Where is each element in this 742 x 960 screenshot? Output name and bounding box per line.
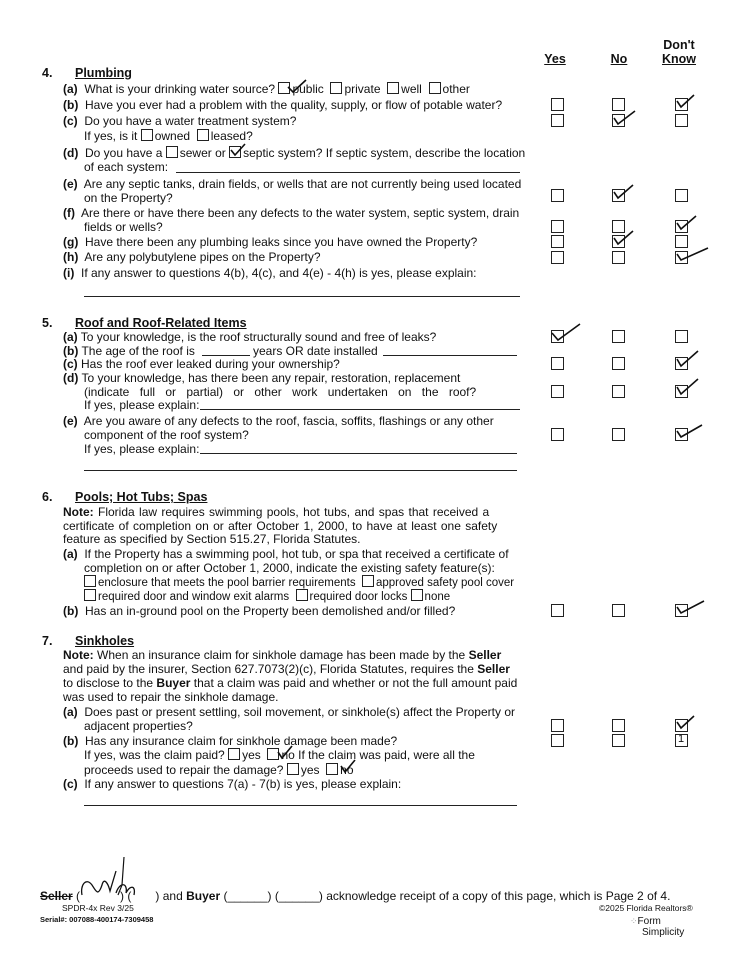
q4a: (a) What is your drinking water source? public private well other — [63, 82, 470, 96]
q5c: (c) Has the roof ever leaked during your ownership? — [63, 357, 340, 371]
q6a-options-row2: required door and window exit alarms required door locks none — [84, 589, 450, 604]
header-know: Know — [661, 52, 697, 66]
q5b-date-line[interactable] — [383, 355, 517, 356]
q6a: (a) If the Property has a swimming pool, hot tub, or spa that received a certificate of — [63, 547, 509, 561]
q6a-enclosure-box[interactable] — [84, 575, 96, 587]
q4h-dontknow-check-icon — [674, 245, 710, 263]
q6a-cover-box[interactable] — [362, 575, 374, 587]
q5e: (e) Are you aware of any defects to the roof, fascia, soffits, flashings or any other — [63, 414, 494, 428]
q4a-other-box[interactable] — [429, 82, 441, 94]
q4f-line2: fields or wells? — [84, 220, 163, 234]
q4g-yes-box[interactable] — [551, 235, 564, 248]
q4h-yes-box[interactable] — [551, 251, 564, 264]
q6b: (b) Has an in-ground pool on the Property been demolished and/or filled? — [63, 604, 456, 618]
q5d-line3: If yes, please explain: — [84, 398, 200, 412]
q4d-sewer-box[interactable] — [166, 146, 178, 158]
q4c-owned-box[interactable] — [141, 129, 153, 141]
q4e: (e) Are any septic tanks, drain fields, or wells that are not currently being used located — [63, 177, 522, 191]
q4b-yes-box[interactable] — [551, 98, 564, 111]
s7-note-line3: to disclose to the Buyer that a claim was paid and whether or not the full amount paid — [63, 676, 518, 690]
q5a: (a) To your knowledge, is the roof structurally sound and free of leaks? — [63, 330, 437, 344]
q7c-answer-line[interactable] — [84, 805, 517, 806]
q5b: (b) The age of the roof is — [63, 344, 195, 358]
q4a-private-box[interactable] — [330, 82, 342, 94]
header-no: No — [610, 52, 628, 66]
q7a-dontknow-check-icon — [674, 713, 696, 731]
q7a-yes-box[interactable] — [551, 719, 564, 732]
q5e-no-box[interactable] — [612, 428, 625, 441]
q4d-septic-check-icon — [229, 143, 247, 159]
q7b-paid-no-check-icon — [276, 745, 294, 761]
q7c: (c) If any answer to questions 7(a) - 7(b) is yes, please explain: — [63, 777, 402, 791]
q4d-answer-line[interactable] — [176, 172, 520, 173]
q4g: (g) Have there been any plumbing leaks since you have owned the Property? — [63, 235, 478, 249]
q4d: (d) Do you have a sewer or septic system? If septic system, describe the location — [63, 146, 526, 160]
q5a-dontknow-box[interactable] — [675, 330, 688, 343]
q4e-no-check-icon — [611, 183, 635, 201]
q4c-leased-box[interactable] — [197, 129, 209, 141]
q7a-no-box[interactable] — [612, 719, 625, 732]
section-7-title: Sinkholes — [75, 634, 135, 648]
serial-number: Serial#: 007088-400174-7309458 — [40, 915, 154, 924]
q5d-answer-line[interactable] — [200, 409, 520, 410]
q5a-no-box[interactable] — [612, 330, 625, 343]
q5d-no-box[interactable] — [612, 385, 625, 398]
q4d-line2: of each system: — [84, 160, 169, 174]
s6-note-line3: feature as specified by Section 515.27, Florida Statutes. — [63, 532, 361, 546]
q5d-line2: (indicate full or partial) or other work undertaken on the roof? — [84, 385, 477, 399]
q5a-yes-check-icon — [550, 322, 582, 344]
s7-note-line2: and paid by the insurer, Section 627.7073(2)(c), Florida Statutes, requires the Seller — [63, 662, 510, 676]
q5e-yes-box[interactable] — [551, 428, 564, 441]
q4g-no-check-icon — [611, 229, 635, 247]
q6b-yes-box[interactable] — [551, 604, 564, 617]
form-simplicity-logo: ⁘Form Simplicity — [630, 916, 685, 938]
q4c-yes-box[interactable] — [551, 114, 564, 127]
section-7-number: 7. — [42, 634, 53, 648]
q4c-dontknow-box[interactable] — [675, 114, 688, 127]
q7b-yes-box[interactable] — [551, 734, 564, 747]
q7a: (a) Does past or present settling, soil movement, or sinkhole(s) affect the Property or — [63, 705, 515, 719]
q6a-none-box[interactable] — [411, 589, 423, 601]
header-yes: Yes — [544, 52, 566, 66]
section-4-title: Plumbing — [75, 66, 132, 80]
q7a-line2: adjacent properties? — [84, 719, 193, 733]
q4h: (h) Are any polybutylene pipes on the Property? — [63, 250, 321, 264]
q4e-dontknow-box[interactable] — [675, 189, 688, 202]
q7b: (b) Has any insurance claim for sinkhole damage been made? — [63, 734, 398, 748]
section-5-number: 5. — [42, 316, 53, 330]
q5c-yes-box[interactable] — [551, 357, 564, 370]
q5b-age-line[interactable] — [202, 355, 250, 356]
q5d: (d) To your knowledge, has there been any repair, restoration, replacement — [63, 371, 461, 385]
q4f-dontknow-check-icon — [674, 214, 698, 232]
q4h-no-box[interactable] — [612, 251, 625, 264]
q4e-line2: on the Property? — [84, 191, 173, 205]
s7-note-line4: was used to repair the sinkhole damage. — [63, 690, 279, 704]
q4a-well-box[interactable] — [387, 82, 399, 94]
s6-note-line2: certificate of completion on or after October 1, 2000, to have at least one safety — [63, 519, 498, 533]
q6a-line2: completion on or after October 1, 2000, indicate the existing safety feature(s): — [84, 561, 495, 575]
q4b: (b) Have you ever had a problem with the quality, supply, or flow of potable water? — [63, 98, 503, 112]
footer-ack-row: Seller ( ) ( ) and Buyer (______) (______) acknowledge receipt of a copy of this page, which is Page 2 of 4. — [40, 889, 671, 903]
q5e-answer-line[interactable] — [200, 453, 517, 454]
q5e-line2: component of the roof system? — [84, 428, 249, 442]
form-simplicity-mark-icon: ⁘ — [630, 916, 638, 926]
q4c-sub: If yes, is it owned leased? — [84, 129, 253, 143]
q7b-proceeds-no-check-icon — [339, 759, 357, 775]
q4i: (i) If any answer to questions 4(b), 4(c), and 4(e) - 4(h) is yes, please explain: — [63, 266, 477, 280]
q5e-dontknow-check-icon — [674, 422, 704, 440]
q4i-answer-line[interactable] — [84, 296, 520, 297]
q6a-alarms-box[interactable] — [84, 589, 96, 601]
s6-note-line1: Note: Florida law requires swimming pools, hot tubs, and spas that received a — [63, 505, 490, 519]
q7b-proceeds-no-box[interactable] — [326, 763, 338, 775]
q4a-public-check-icon — [286, 79, 308, 95]
form-id: SPDR-4x Rev 3/25 — [62, 903, 134, 913]
header-dont: Don't — [663, 38, 695, 52]
q6b-no-box[interactable] — [612, 604, 625, 617]
q6a-locks-box[interactable] — [296, 589, 308, 601]
q7b-sub3: proceeds used to repair the damage? yes no — [84, 763, 354, 777]
q6a-options-row1: enclosure that meets the pool barrier requirements approved safety pool cover — [84, 575, 514, 590]
q4e-yes-box[interactable] — [551, 189, 564, 202]
q5e-answer-line-2[interactable] — [84, 470, 517, 471]
section-6-title: Pools; Hot Tubs; Spas — [75, 490, 208, 504]
q7b-dontknow-mark: 1 — [678, 733, 685, 745]
q4c: (c) Do you have a water treatment system? — [63, 114, 297, 128]
q4f-yes-box[interactable] — [551, 220, 564, 233]
copyright: ©2025 Florida Realtors® — [599, 903, 693, 913]
q5d-dontknow-check-icon — [674, 377, 700, 397]
q4b-dontknow-check-icon — [674, 93, 696, 110]
q7b-sub1: If yes, was the claim paid? yes no If the claim was paid, were all the — [84, 748, 475, 762]
q5c-no-box[interactable] — [612, 357, 625, 370]
q6b-dontknow-check-icon — [674, 598, 706, 616]
q7b-paid-yes-box[interactable] — [228, 748, 240, 760]
section-6-number: 6. — [42, 490, 53, 504]
s7-note-line1: Note: When an insurance claim for sinkhole damage has been made by the Seller — [63, 648, 502, 662]
q4c-no-check-icon — [611, 109, 637, 127]
q4f: (f) Are there or have there been any defects to the water system, septic system, drain — [63, 206, 520, 220]
q7b-no-box[interactable] — [612, 734, 625, 747]
q5c-dontknow-check-icon — [674, 349, 700, 369]
q5e-line3: If yes, please explain: — [84, 442, 200, 456]
q5d-yes-box[interactable] — [551, 385, 564, 398]
section-5-title: Roof and Roof-Related Items — [75, 316, 247, 330]
q7b-proceeds-yes-box[interactable] — [287, 763, 299, 775]
section-4-number: 4. — [42, 66, 53, 80]
q5b-part2: years OR date installed — [253, 344, 378, 358]
